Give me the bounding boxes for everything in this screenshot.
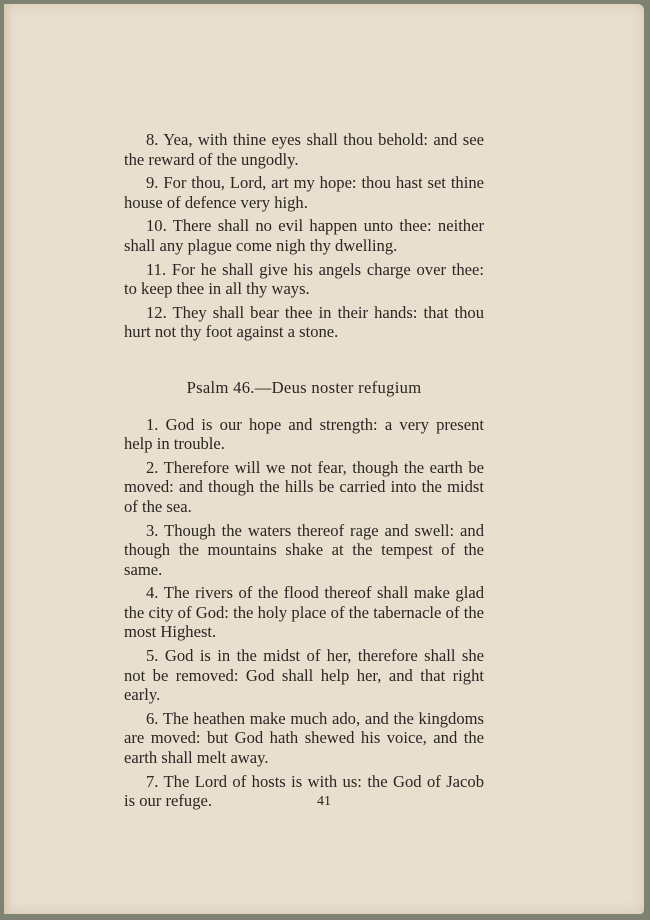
verse-10: 10. There shall no evil happen unto thee: neither shall any plague come nigh thy dwelling.: [124, 216, 484, 255]
book-page: [4, 4, 644, 914]
psalm46-verse-7: 7. The Lord of hosts is with us: the God of Jacob is our refuge.: [124, 771, 484, 811]
psalm46-verse-4: 4. The rivers of the flood thereof shall make glad the city of God: the holy place of the tabernacle of the most Highest.: [124, 583, 484, 642]
page-spine-shadow: [4, 4, 12, 914]
psalm46-verse-5: 5. God is in the midst of her, therefore shall she not be removed: God shall help her, and that right early.: [124, 646, 484, 705]
verse-12: 12. They shall bear thee in their hands: that thou hurt not thy foot against a stone.: [124, 302, 484, 342]
psalm46-verse-3: 3. Though the waters thereof rage and swell: and though the mountains shake at the tempest of the same.: [124, 520, 484, 579]
psalm46-verse-1: 1. God is our hope and strength: a very present help in trouble.: [124, 414, 484, 454]
page-number: 41: [317, 794, 331, 809]
verse-11: 11. For he shall give his angels charge over thee: to keep thee in all thy ways.: [124, 259, 484, 299]
verse-8: 8. Yea, with thine eyes shall thou behold: and see the reward of the ungodly.: [124, 130, 484, 169]
verse-9: 9. For thou, Lord, art my hope: thou hast set thine house of defence very high.: [124, 173, 484, 212]
psalm-text-block: [124, 130, 484, 815]
psalm46-verse-2: 2. Therefore will we not fear, though the earth be moved: and though the hills be carried into the midst of the sea.: [124, 457, 484, 516]
psalm46-verse-6: 6. The heathen make much ado, and the kingdoms are moved: but God hath shewed his voice, and the earth shall melt away.: [124, 708, 484, 768]
psalm-heading: Psalm 46.—Deus noster refugium: [186, 377, 422, 397]
